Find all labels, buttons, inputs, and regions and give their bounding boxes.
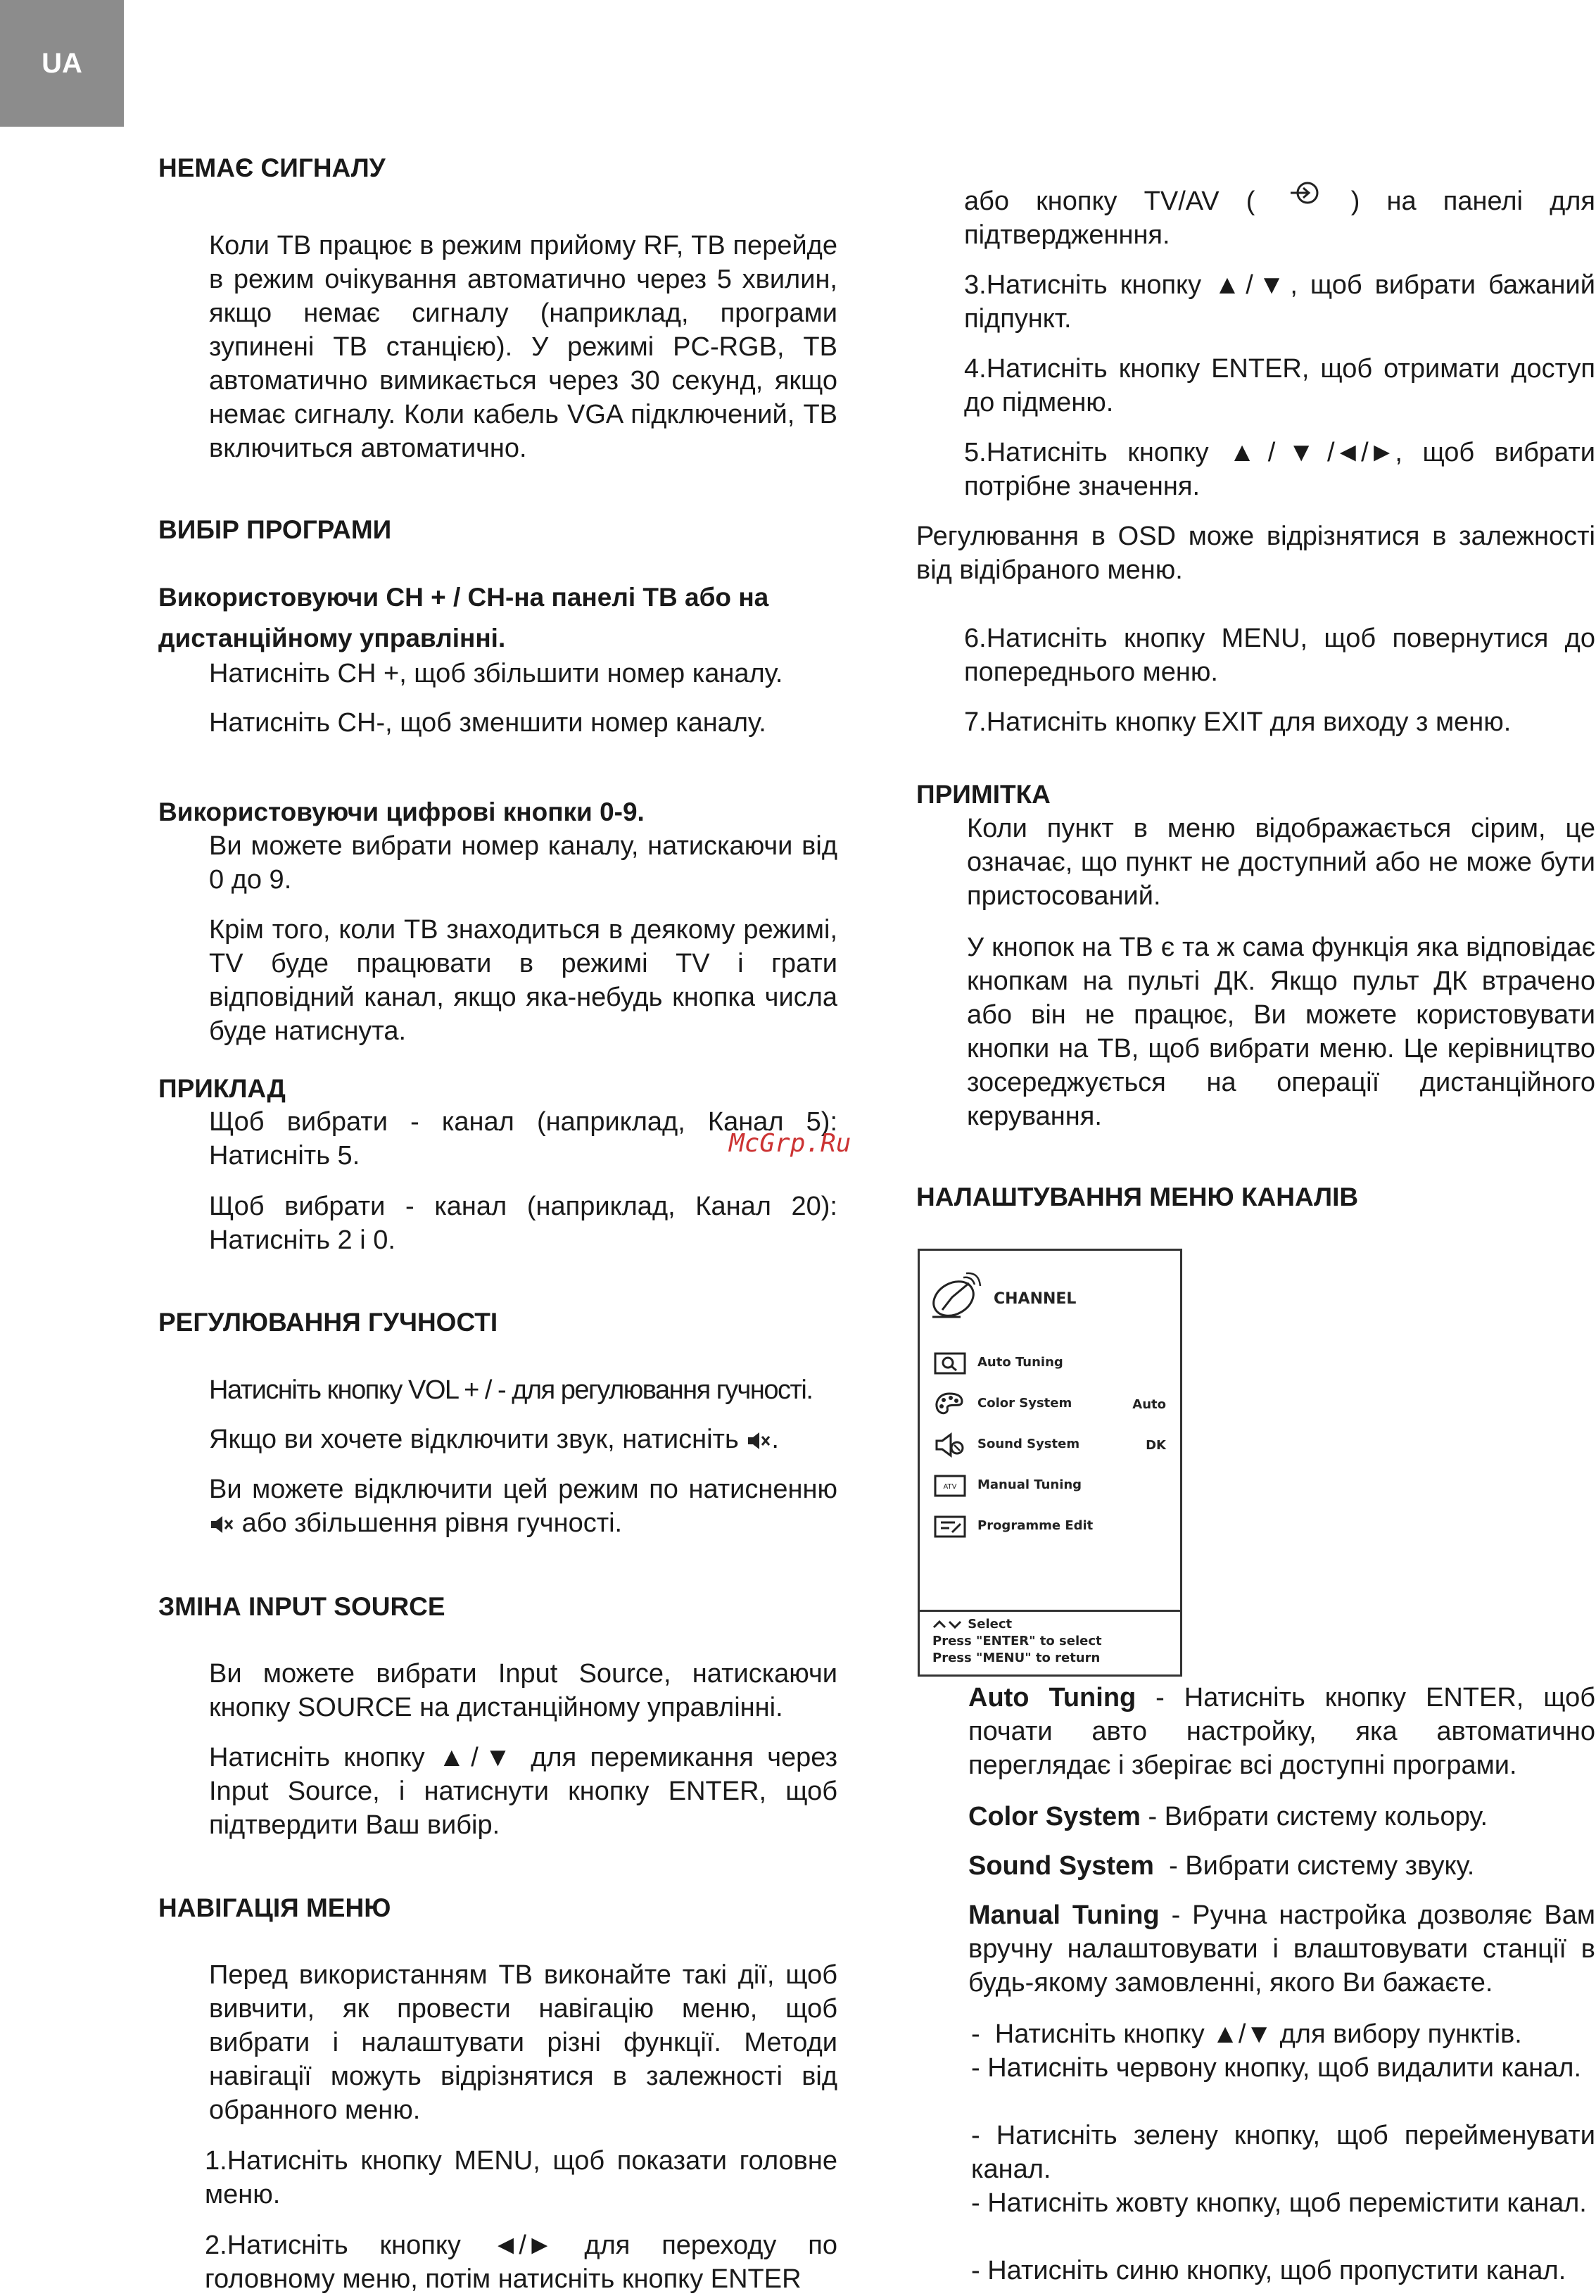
desc-dash-5: - Натисніть синю кнопку, щоб пропустити канал. (971, 2256, 1566, 2285)
program-select-sub2: Використовуючи цифрові кнопки 0-9. (158, 797, 645, 826)
volume-heading: РЕГУЛЮВАННЯ ГУЧНОСТІ (158, 1308, 498, 1337)
menu-item-label: Manual Tuning (977, 1477, 1082, 1492)
program-select-p1: Натисніть CH +, щоб збільшити номер каналу. (209, 659, 783, 688)
up-down-arrows-icon (932, 1619, 963, 1630)
desc-sound-system (968, 1849, 1595, 1883)
mute-icon (209, 1513, 234, 1536)
channel-menu-heading: НАЛАШТУВАННЯ МЕНЮ КАНАЛІВ (916, 1182, 1359, 1211)
no-signal-heading: НЕМАЄ СИГНАЛУ (158, 153, 386, 182)
desc-color-text: - Вибрати систему кольору. (1140, 1802, 1488, 1831)
desc-auto-tuning (968, 1681, 1595, 1782)
satellite-dish-icon (928, 1270, 984, 1324)
desc-auto-label: Auto Tuning (968, 1683, 1136, 1712)
menu-item-value: DK (1146, 1438, 1166, 1453)
desc-dash-3: - Натисніть зелену кнопку, щоб перейменувати канал. (971, 2121, 1595, 2184)
note-p2: У кнопок на ТВ є та ж сама функція яка відповідає кнопкам на пульті ДК. Якщо пульт ДК втрачено або він не працює, Ви можете користовувати кнопки на ТВ, щоб вибрати меню. Це керівництво зосереджується на операції дистанційного керування. (967, 933, 1595, 1131)
menu-item-value: Auto (1132, 1397, 1166, 1412)
speaker-icon (934, 1432, 966, 1458)
nav-cont-p1-end: ) на панелі для підтвердженння. (964, 187, 1596, 250)
nav-step6: 6.Натисніть кнопку MENU, щоб повернутися до попереднього меню. (964, 624, 1595, 687)
menu-item-label: Color System (977, 1396, 1072, 1411)
note-heading: ПРИМІТКА (916, 780, 1051, 809)
volume-p3-end: або збільшення рівня гучності. (241, 1508, 623, 1538)
desc-sound-label: Sound System (968, 1851, 1154, 1881)
nav-cont-p1-start: або кнопку TV/AV ( (964, 187, 1255, 216)
desc-color-label: Color System (968, 1802, 1141, 1831)
language-tab: UA (0, 0, 124, 127)
input-source-heading: ЗМІНА INPUT SOURCE (158, 1592, 445, 1621)
volume-p1: Натисніть кнопку VOL + / - для регулювання гучності. (209, 1375, 813, 1405)
palette-icon (934, 1392, 966, 1417)
menu-item-programme-edit[interactable] (934, 1513, 1166, 1541)
navigation-p1: Перед використанням ТВ виконайте такі дії, щоб вивчити, як провести навігацію меню, щоб вибрати і налаштувати різні функції. Методи навігації можуть відрізнятися в залежності від обранного меню. (209, 1960, 837, 2125)
navigation-step2: 2.Натисніть кнопку ◄/► для переходу по головному меню, потім натисніть кнопку ENTER (205, 2231, 837, 2294)
input-source-p1: Ви можете вибрати Input Source, натискаючи кнопку SOURCE на дистанційному управлінні. (209, 1659, 837, 1722)
menu-item-manual-tuning[interactable] (934, 1472, 1166, 1500)
no-signal-text: Коли ТВ працює в режим прийому RF, ТВ перейде в режим очікування автоматично через 5 хвилин, якщо немає сигналу (наприклад, програми зупинені ТВ станцією). У режимі PC-RGB, ТВ автоматично вимикається через 30 секунд, якщо немає сигналу. Коли кабель VGA підключений, ТВ включиться автоматично. (209, 231, 837, 463)
mute-icon (746, 1430, 771, 1452)
note-p1: Коли пункт в меню відображається сірим, це означає, що пункт не доступний або не може бути пристосований. (967, 814, 1595, 911)
nav-step7: 7.Натисніть кнопку EXIT для виходу з меню. (964, 707, 1512, 737)
desc-dash-2: - Натисніть червону кнопку, щоб видалити канал. (971, 2053, 1582, 2083)
watermark: McGrp.Ru (729, 1129, 851, 1158)
menu-item-label: Programme Edit (977, 1518, 1094, 1533)
desc-auto-text: - Натисніть кнопку ENTER, щоб почати авто настройку, яка автоматично переглядає і зберігає всі доступні програми. (968, 1683, 1595, 1780)
navigation-step1: 1.Натисніть кнопку MENU, щоб показати головне меню. (205, 2146, 837, 2209)
menu-footer-menu: Press "MENU" to return (932, 1651, 1101, 1665)
menu-footer-enter: Press "ENTER" to select (932, 1634, 1102, 1648)
program-select-p2: Натисніть CH-, щоб зменшити номер каналу. (209, 708, 766, 738)
desc-manual-label: Manual Tuning (968, 1900, 1160, 1930)
desc-dash-4: - Натисніть жовту кнопку, щоб перемістити канал. (971, 2188, 1587, 2218)
example-p2: Щоб вибрати - канал (наприклад, Канал 20): Натисніть 2 і 0. (209, 1192, 837, 1255)
atv-icon (934, 1475, 966, 1497)
nav-cont-p1 (964, 184, 1595, 252)
desc-manual-tuning (968, 1898, 1595, 2000)
program-select-heading: ВИБІР ПРОГРАМИ (158, 515, 392, 544)
menu-footer (920, 1610, 1180, 1667)
example-p1: Щоб вибрати - канал (наприклад, Канал 5): Натисніть 5. (209, 1107, 837, 1171)
program-select-p4: Крім того, коли ТВ знаходиться в деякому режимі, TV буде працювати в режимі TV і грати відповідний канал, якщо яка-небудь кнопка числа буде натиснута. (209, 915, 837, 1046)
menu-item-label: Sound System (977, 1437, 1080, 1451)
desc-manual-text: - Ручна настройка дозволяє Вам вручну налаштовувати і влаштовувати станції в будь-якому замовленні, якого Ви бажаєте. (968, 1900, 1595, 1998)
menu-item-color-system[interactable] (934, 1390, 1166, 1418)
desc-color-system (968, 1800, 1595, 1834)
input-source-p2: Натисніть кнопку ▲/▼ для перемикання через Input Source, і натиснути кнопку ENTER, щоб підтвердити Ваш вибір. (209, 1743, 837, 1840)
desc-sound-text: - Вибрати систему звуку. (1153, 1851, 1475, 1881)
nav-step4: 4.Натисніть кнопку ENTER, щоб отримати доступ до підменю. (964, 354, 1595, 417)
menu-item-label: Auto Tuning (977, 1355, 1063, 1370)
desc-dash-1: - Натисніть кнопку ▲/▼ для вибору пунктів. (971, 2019, 1522, 2049)
atv-icon-label: ATV (943, 1483, 957, 1491)
navigation-heading: НАВІГАЦІЯ МЕНЮ (158, 1893, 391, 1922)
edit-icon (934, 1515, 966, 1538)
volume-p2-end: . (771, 1425, 779, 1454)
menu-item-sound-system[interactable] (934, 1431, 1166, 1459)
nav-step3: 3.Натисніть кнопку ▲/▼, щоб вибрати бажаний підпункт. (964, 270, 1595, 334)
channel-osd-menu (918, 1249, 1182, 1677)
volume-p2 (209, 1423, 837, 1456)
menu-footer-select (920, 1616, 1180, 1633)
magnifier-icon (934, 1352, 966, 1375)
nav-osd-note: Регулювання в OSD може відрізнятися в залежності від відібраного меню. (916, 522, 1595, 585)
example-heading: ПРИКЛАД (158, 1074, 286, 1103)
menu-title: CHANNEL (994, 1290, 1077, 1308)
nav-step5: 5.Натисніть кнопку ▲/▼/◄/►, щоб вибрати потрібне значення. (964, 438, 1595, 501)
menu-footer-select-text: Select (968, 1617, 1013, 1632)
program-select-sub1: Використовуючи CH + / CH-на панелі ТВ або на дистанційному управлінні. (158, 583, 769, 652)
volume-p3-text: Ви можете відключити цей режим по натисненню (209, 1475, 837, 1504)
volume-p2-text: Якщо ви хочете відключити звук, натисніть (209, 1425, 739, 1454)
menu-item-auto-tuning[interactable] (934, 1349, 1166, 1377)
volume-p3 (209, 1472, 837, 1540)
program-select-p3: Ви можете вибрати номер каналу, натискаючи від 0 до 9. (209, 831, 837, 895)
input-source-icon (1282, 180, 1324, 211)
